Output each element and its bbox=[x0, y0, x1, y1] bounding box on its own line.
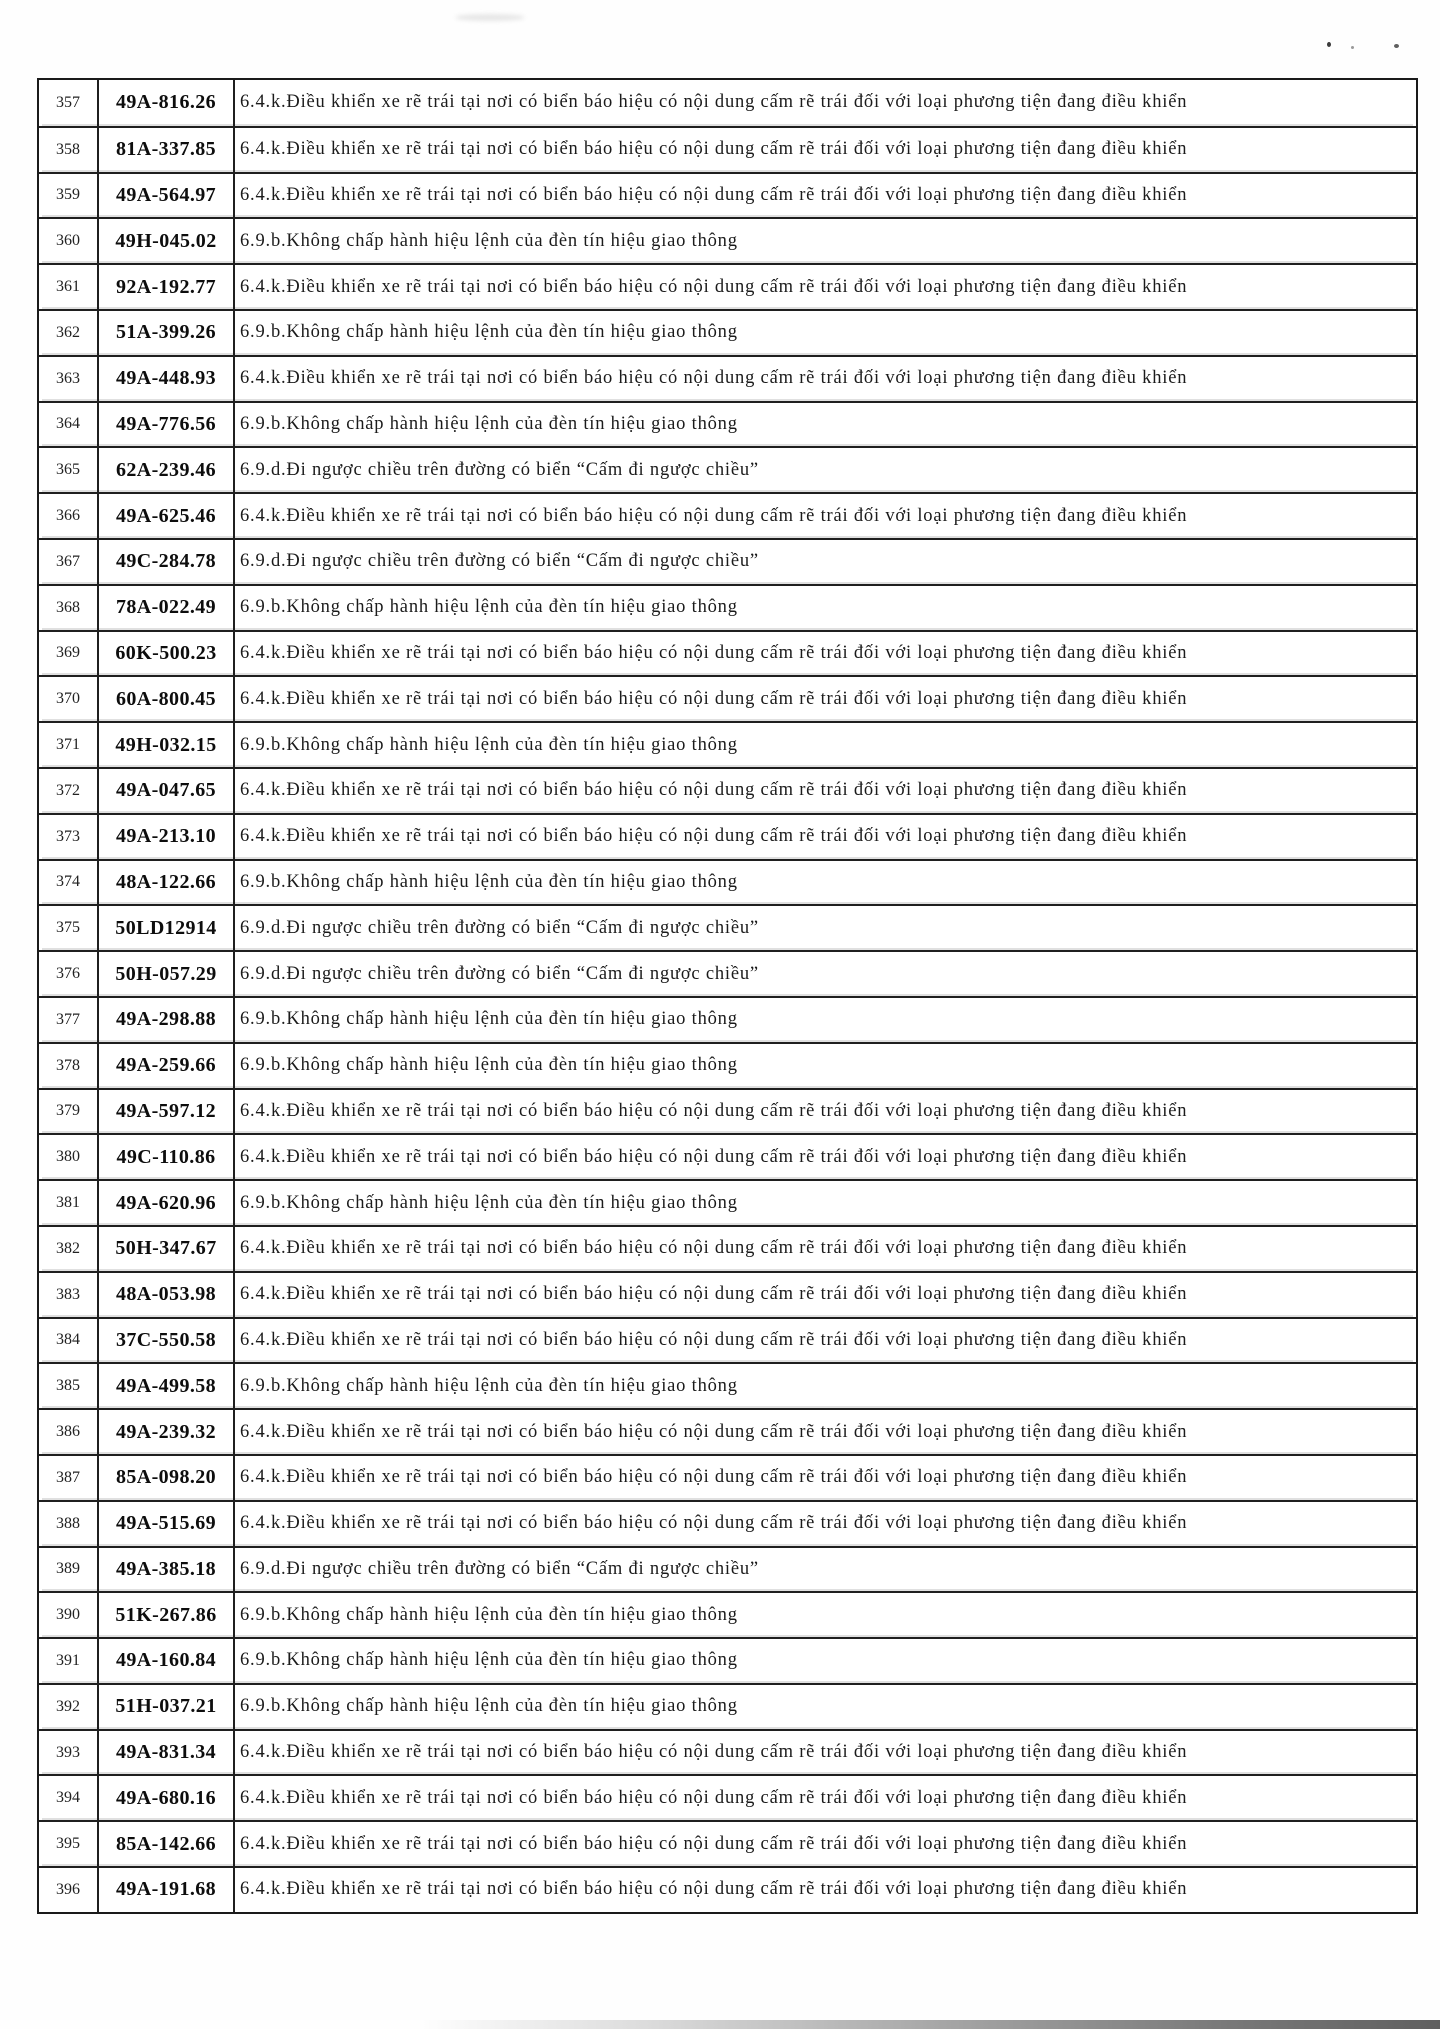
violation-text: 6.4.k.Điều khiển xe rẽ trái tại nơi có biển báo hiệu có nội dung cấm rẽ trái đối với loại phương tiện đang điều khiển bbox=[240, 688, 1188, 709]
license-plate: 49A-597.12 bbox=[99, 1090, 235, 1134]
violation-text: 6.9.b.Không chấp hành hiệu lệnh của đèn tín hiệu giao thông bbox=[240, 322, 738, 343]
table-row bbox=[39, 446, 1416, 492]
violation-text: 6.4.k.Điều khiển xe rẽ trái tại nơi có biển báo hiệu có nội dung cấm rẽ trái đối với loại phương tiện đang điều khiển bbox=[240, 780, 1188, 801]
table-row bbox=[39, 904, 1416, 950]
license-plate: 49A-448.93 bbox=[99, 357, 235, 401]
license-plate: 50H-057.29 bbox=[99, 952, 235, 996]
violation-text: 6.4.k.Điều khiển xe rẽ trái tại nơi có biển báo hiệu có nội dung cấm rẽ trái đối với loại phương tiện đang điều khiển bbox=[240, 1513, 1188, 1534]
license-plate: 49A-259.66 bbox=[99, 1044, 235, 1088]
scan-smudge bbox=[455, 14, 525, 21]
license-plate: 49A-776.56 bbox=[99, 403, 235, 447]
table-row bbox=[39, 172, 1416, 218]
row-number: 387 bbox=[39, 1456, 99, 1500]
license-plate: 51H-037.21 bbox=[99, 1685, 235, 1729]
violation-text: 6.4.k.Điều khiển xe rẽ trái tại nơi có biển báo hiệu có nội dung cấm rẽ trái đối với loại phương tiện đang điều khiển bbox=[240, 92, 1188, 113]
license-plate: 50LD12914 bbox=[99, 906, 235, 950]
violation-text: 6.9.d.Đi ngược chiều trên đường có biển “Cấm đi ngược chiều” bbox=[240, 917, 759, 938]
license-plate: 49A-499.58 bbox=[99, 1364, 235, 1408]
table-row bbox=[39, 859, 1416, 905]
license-plate: 62A-239.46 bbox=[99, 448, 235, 492]
violation-text: 6.4.k.Điều khiển xe rẽ trái tại nơi có biển báo hiệu có nội dung cấm rẽ trái đối với loại phương tiện đang điều khiển bbox=[240, 1284, 1188, 1305]
table-row bbox=[39, 1179, 1416, 1225]
table-row bbox=[39, 630, 1416, 676]
violation-text: 6.9.b.Không chấp hành hiệu lệnh của đèn tín hiệu giao thông bbox=[240, 230, 738, 251]
ink-speck bbox=[1394, 44, 1399, 48]
violation-text: 6.9.b.Không chấp hành hiệu lệnh của đèn tín hiệu giao thông bbox=[240, 597, 738, 618]
table-row bbox=[39, 1317, 1416, 1363]
violation-text: 6.4.k.Điều khiển xe rẽ trái tại nơi có biển báo hiệu có nội dung cấm rẽ trái đối với loại phương tiện đang điều khiển bbox=[240, 276, 1188, 297]
license-plate: 92A-192.77 bbox=[99, 265, 235, 309]
row-number: 357 bbox=[39, 80, 99, 126]
violation-text: 6.4.k.Điều khiển xe rẽ trái tại nơi có biển báo hiệu có nội dung cấm rẽ trái đối với loại phương tiện đang điều khiển bbox=[240, 139, 1188, 160]
violation-text: 6.4.k.Điều khiển xe rẽ trái tại nơi có biển báo hiệu có nội dung cấm rẽ trái đối với loại phương tiện đang điều khiển bbox=[240, 368, 1188, 389]
row-number: 375 bbox=[39, 906, 99, 950]
violation-text: 6.4.k.Điều khiển xe rẽ trái tại nơi có biển báo hiệu có nội dung cấm rẽ trái đối với loại phương tiện đang điều khiển bbox=[240, 1421, 1188, 1442]
row-number: 377 bbox=[39, 998, 99, 1042]
table-row bbox=[39, 950, 1416, 996]
violation-text: 6.4.k.Điều khiển xe rẽ trái tại nơi có biển báo hiệu có nội dung cấm rẽ trái đối với loại phương tiện đang điều khiển bbox=[240, 642, 1188, 663]
violation-text: 6.4.k.Điều khiển xe rẽ trái tại nơi có biển báo hiệu có nội dung cấm rẽ trái đối với loại phương tiện đang điều khiển bbox=[240, 1238, 1188, 1259]
license-plate: 85A-098.20 bbox=[99, 1456, 235, 1500]
table-row bbox=[39, 1408, 1416, 1454]
table-row bbox=[39, 80, 1416, 126]
license-plate: 51K-267.86 bbox=[99, 1593, 235, 1637]
violation-text: 6.4.k.Điều khiển xe rẽ trái tại nơi có biển báo hiệu có nội dung cấm rẽ trái đối với loại phương tiện đang điều khiển bbox=[240, 1329, 1188, 1350]
license-plate: 49A-385.18 bbox=[99, 1548, 235, 1592]
violation-text: 6.9.d.Đi ngược chiều trên đường có biển “Cấm đi ngược chiều” bbox=[240, 551, 759, 572]
table-row bbox=[39, 1729, 1416, 1775]
license-plate: 49A-816.26 bbox=[99, 80, 235, 126]
violation-text: 6.4.k.Điều khiển xe rẽ trái tại nơi có biển báo hiệu có nội dung cấm rẽ trái đối với loại phương tiện đang điều khiển bbox=[240, 1146, 1188, 1167]
license-plate: 60K-500.23 bbox=[99, 632, 235, 676]
scanner-shadow-bar bbox=[420, 2020, 1440, 2029]
table-row bbox=[39, 1820, 1416, 1866]
row-number: 367 bbox=[39, 540, 99, 584]
row-number: 385 bbox=[39, 1364, 99, 1408]
license-plate: 49A-239.32 bbox=[99, 1410, 235, 1454]
table-row bbox=[39, 1591, 1416, 1637]
license-plate: 48A-053.98 bbox=[99, 1273, 235, 1317]
license-plate: 49A-680.16 bbox=[99, 1776, 235, 1820]
row-number: 392 bbox=[39, 1685, 99, 1729]
license-plate: 49H-045.02 bbox=[99, 219, 235, 263]
row-number: 383 bbox=[39, 1273, 99, 1317]
license-plate: 49H-032.15 bbox=[99, 723, 235, 767]
table-row bbox=[39, 767, 1416, 813]
table-row bbox=[39, 126, 1416, 172]
violation-text: 6.4.k.Điều khiển xe rẽ trái tại nơi có biển báo hiệu có nội dung cấm rẽ trái đối với loại phương tiện đang điều khiển bbox=[240, 1742, 1188, 1763]
violation-text: 6.9.b.Không chấp hành hiệu lệnh của đèn tín hiệu giao thông bbox=[240, 1375, 738, 1396]
row-number: 393 bbox=[39, 1731, 99, 1775]
license-plate: 81A-337.85 bbox=[99, 128, 235, 172]
table-row bbox=[39, 1088, 1416, 1134]
violation-text: 6.4.k.Điều khiển xe rẽ trái tại nơi có biển báo hiệu có nội dung cấm rẽ trái đối với loại phương tiện đang điều khiển bbox=[240, 1100, 1188, 1121]
license-plate: 49A-620.96 bbox=[99, 1181, 235, 1225]
table-row bbox=[39, 538, 1416, 584]
table-row bbox=[39, 309, 1416, 355]
table-row bbox=[39, 1774, 1416, 1820]
row-number: 373 bbox=[39, 815, 99, 859]
license-plate: 49A-160.84 bbox=[99, 1639, 235, 1683]
row-number: 371 bbox=[39, 723, 99, 767]
violation-text: 6.4.k.Điều khiển xe rẽ trái tại nơi có biển báo hiệu có nội dung cấm rẽ trái đối với loại phương tiện đang điều khiển bbox=[240, 1467, 1188, 1488]
table-row bbox=[39, 813, 1416, 859]
row-number: 360 bbox=[39, 219, 99, 263]
license-plate: 49C-110.86 bbox=[99, 1135, 235, 1179]
license-plate: 49A-564.97 bbox=[99, 174, 235, 218]
row-number: 365 bbox=[39, 448, 99, 492]
license-plate: 49A-625.46 bbox=[99, 494, 235, 538]
license-plate: 85A-142.66 bbox=[99, 1822, 235, 1866]
row-number: 372 bbox=[39, 769, 99, 813]
license-plate: 60A-800.45 bbox=[99, 677, 235, 721]
license-plate: 51A-399.26 bbox=[99, 311, 235, 355]
license-plate: 48A-122.66 bbox=[99, 861, 235, 905]
row-number: 390 bbox=[39, 1593, 99, 1637]
violation-text: 6.9.b.Không chấp hành hiệu lệnh của đèn tín hiệu giao thông bbox=[240, 1009, 738, 1030]
license-plate: 78A-022.49 bbox=[99, 586, 235, 630]
row-number: 391 bbox=[39, 1639, 99, 1683]
table-row bbox=[39, 1866, 1416, 1912]
row-number: 363 bbox=[39, 357, 99, 401]
row-number: 370 bbox=[39, 677, 99, 721]
violation-text: 6.4.k.Điều khiển xe rẽ trái tại nơi có biển báo hiệu có nội dung cấm rẽ trái đối với loại phương tiện đang điều khiển bbox=[240, 184, 1188, 205]
table-row bbox=[39, 1133, 1416, 1179]
row-number: 364 bbox=[39, 403, 99, 447]
row-number: 378 bbox=[39, 1044, 99, 1088]
row-number: 395 bbox=[39, 1822, 99, 1866]
violation-text: 6.9.b.Không chấp hành hiệu lệnh của đèn tín hiệu giao thông bbox=[240, 1650, 738, 1671]
violation-text: 6.9.b.Không chấp hành hiệu lệnh của đèn tín hiệu giao thông bbox=[240, 1696, 738, 1717]
table-row bbox=[39, 675, 1416, 721]
table-row bbox=[39, 492, 1416, 538]
license-plate: 49C-284.78 bbox=[99, 540, 235, 584]
row-number: 386 bbox=[39, 1410, 99, 1454]
row-number: 394 bbox=[39, 1776, 99, 1820]
row-number: 376 bbox=[39, 952, 99, 996]
violation-text: 6.9.b.Không chấp hành hiệu lệnh của đèn tín hiệu giao thông bbox=[240, 871, 738, 892]
table-row bbox=[39, 721, 1416, 767]
row-number: 388 bbox=[39, 1502, 99, 1546]
row-number: 389 bbox=[39, 1548, 99, 1592]
table-row bbox=[39, 1042, 1416, 1088]
row-number: 369 bbox=[39, 632, 99, 676]
violation-text: 6.9.b.Không chấp hành hiệu lệnh của đèn tín hiệu giao thông bbox=[240, 1604, 738, 1625]
table-row bbox=[39, 1454, 1416, 1500]
table-row bbox=[39, 1271, 1416, 1317]
ink-speck bbox=[1351, 46, 1354, 49]
violation-text: 6.4.k.Điều khiển xe rẽ trái tại nơi có biển báo hiệu có nội dung cấm rẽ trái đối với loại phương tiện đang điều khiển bbox=[240, 1787, 1188, 1808]
row-number: 358 bbox=[39, 128, 99, 172]
table-row bbox=[39, 1637, 1416, 1683]
row-number: 361 bbox=[39, 265, 99, 309]
violations-table bbox=[37, 78, 1418, 1914]
license-plate: 49A-047.65 bbox=[99, 769, 235, 813]
violation-text: 6.9.d.Đi ngược chiều trên đường có biển “Cấm đi ngược chiều” bbox=[240, 459, 759, 480]
table-row bbox=[39, 1546, 1416, 1592]
license-plate: 49A-515.69 bbox=[99, 1502, 235, 1546]
table-row bbox=[39, 584, 1416, 630]
violation-text: 6.4.k.Điều khiển xe rẽ trái tại nơi có biển báo hiệu có nội dung cấm rẽ trái đối với loại phương tiện đang điều khiển bbox=[240, 826, 1188, 847]
row-number: 381 bbox=[39, 1181, 99, 1225]
license-plate: 37C-550.58 bbox=[99, 1319, 235, 1363]
table-row bbox=[39, 401, 1416, 447]
violation-text: 6.4.k.Điều khiển xe rẽ trái tại nơi có biển báo hiệu có nội dung cấm rẽ trái đối với loại phương tiện đang điều khiển bbox=[240, 505, 1188, 526]
table-row bbox=[39, 217, 1416, 263]
license-plate: 49A-191.68 bbox=[99, 1868, 235, 1912]
row-number: 396 bbox=[39, 1868, 99, 1912]
table-row bbox=[39, 1225, 1416, 1271]
row-number: 380 bbox=[39, 1135, 99, 1179]
row-number: 382 bbox=[39, 1227, 99, 1271]
violation-text: 6.9.b.Không chấp hành hiệu lệnh của đèn tín hiệu giao thông bbox=[240, 413, 738, 434]
table-row bbox=[39, 996, 1416, 1042]
violation-text: 6.4.k.Điều khiển xe rẽ trái tại nơi có biển báo hiệu có nội dung cấm rẽ trái đối với loại phương tiện đang điều khiển bbox=[240, 1879, 1188, 1900]
table-row bbox=[39, 355, 1416, 401]
table-row bbox=[39, 263, 1416, 309]
license-plate: 50H-347.67 bbox=[99, 1227, 235, 1271]
license-plate: 49A-831.34 bbox=[99, 1731, 235, 1775]
row-number: 366 bbox=[39, 494, 99, 538]
license-plate: 49A-298.88 bbox=[99, 998, 235, 1042]
row-number: 384 bbox=[39, 1319, 99, 1363]
violation-text: 6.4.k.Điều khiển xe rẽ trái tại nơi có biển báo hiệu có nội dung cấm rẽ trái đối với loại phương tiện đang điều khiển bbox=[240, 1833, 1188, 1854]
row-number: 362 bbox=[39, 311, 99, 355]
violation-text: 6.9.b.Không chấp hành hiệu lệnh của đèn tín hiệu giao thông bbox=[240, 1055, 738, 1076]
row-number: 368 bbox=[39, 586, 99, 630]
row-number: 374 bbox=[39, 861, 99, 905]
ink-speck bbox=[1327, 42, 1331, 47]
violations-table-body bbox=[39, 80, 1416, 1912]
violation-text: 6.9.d.Đi ngược chiều trên đường có biển “Cấm đi ngược chiều” bbox=[240, 963, 759, 984]
table-row bbox=[39, 1362, 1416, 1408]
violation-text: 6.9.b.Không chấp hành hiệu lệnh của đèn tín hiệu giao thông bbox=[240, 734, 738, 755]
row-number: 359 bbox=[39, 174, 99, 218]
table-row bbox=[39, 1683, 1416, 1729]
license-plate: 49A-213.10 bbox=[99, 815, 235, 859]
violation-text: 6.9.d.Đi ngược chiều trên đường có biển “Cấm đi ngược chiều” bbox=[240, 1558, 759, 1579]
table-row bbox=[39, 1500, 1416, 1546]
row-number: 379 bbox=[39, 1090, 99, 1134]
violation-text: 6.9.b.Không chấp hành hiệu lệnh của đèn tín hiệu giao thông bbox=[240, 1192, 738, 1213]
